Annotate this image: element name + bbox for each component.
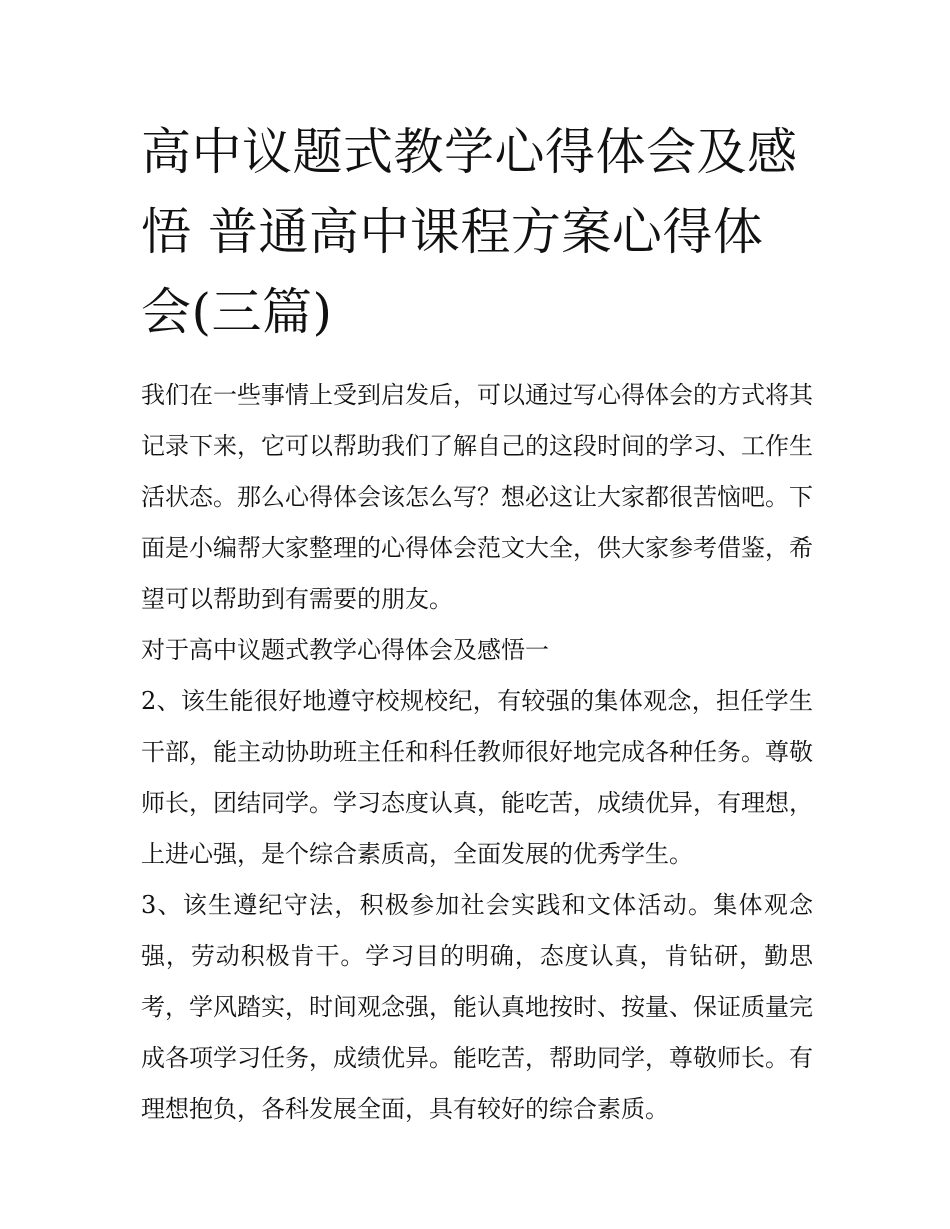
intro-paragraph: 我们在一些事情上受到启发后，可以通过写心得体会的方式将其记录下来，它可以帮助我们了解自己的这段时间的学习、工作生活状态。那么心得体会该怎么写？想必这让大家都很苦恼吧。下面是小编帮大家整理的心得体会范文大全，供大家参考借鉴，希望可以帮助到有需要的朋友。 (141, 381, 813, 613)
body-paragraph-2: 2、该生能很好地遵守校规校纪，有较强的集体观念，担任学生干部，能主动协助班主任和科任教师很好地完成各种任务。尊敬师长，团结同学。学习态度认真，能吃苦，成绩优异，有理想，上进心强，是个综合素质高，全面发展的优秀学生。 (141, 687, 813, 868)
document-title: 高中议题式教学心得体会及感悟 普通高中课程方案心得体会(三篇) (141, 123, 798, 341)
document-page (141, 112, 813, 1135)
body-paragraph-3: 3、该生遵纪守法，积极参加社会实践和文体活动。集体观念强，劳动积极肯干。学习目的明确，态度认真，肯钻研，勤思考，学风踏实，时间观念强，能认真地按时、按量、保证质量完成各项学习任务，成绩优异。能吃苦，帮助同学，尊敬师长。有理想抱负，各科发展全面，具有较好的综合素质。 (141, 891, 813, 1123)
section-heading: 对于高中议题式教学心得体会及感悟一 (141, 636, 549, 664)
document-body (141, 370, 813, 1135)
